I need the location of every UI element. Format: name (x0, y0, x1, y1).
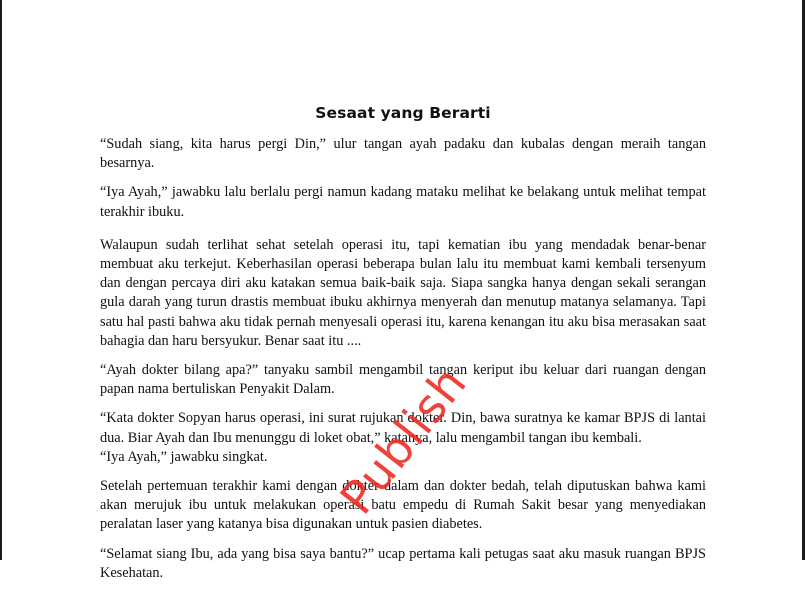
paragraph: “Kata dokter Sopyan harus operasi, ini surat rujukan dokter. Din, bawa suratnya ke kamar BPJS di lantai dua. Biar Ayah dan Ibu menunggu di loket obat,” katanya, lalu mengambil tangan ibu kembali. (100, 410, 706, 446)
paragraph: “Ayah dokter bilang apa?” tanyaku sambil mengambil tangan keriput ibu keluar dari ruangan dengan papan nama bertuliskan Penyakit Dalam. (100, 362, 706, 398)
paragraph: “Selamat siang Ibu, ada yang bisa saya bantu?” ucap pertama kali petugas saat aku masuk ruangan BPJS Kesehatan. (100, 545, 706, 581)
publish-watermark: Publish (329, 356, 478, 524)
document-title: Sesaat yang Berarti (315, 104, 491, 122)
paragraph: Walaupun sudah terlihat sehat setelah operasi itu, tapi kematian ibu yang mendadak benar-benar membuat aku terkejut. Keberhasilan operasi beberapa bulan lalu itu membuat kami kembali tersenyum dan dengan percaya diri aku katakan semua baik-baik saja. Siapa sangka hanya dengan sekali serangan gula darah yang turun drastis membuat ibuku akhirnya menyerah dan menutup matanya selamanya. Tapi satu hal pasti bahwa aku tidak pernah menyesali operasi itu, karena kenangan itu aku bisa merasakan saat bahagia dan haru bersyukur. Benar saat itu .... (100, 236, 706, 349)
paragraph: “Iya Ayah,” jawabku lalu berlalu pergi namun kadang mataku melihat ke belakang untuk melihat tempat terakhir ibuku. (100, 184, 706, 220)
page-left-border (0, 0, 2, 560)
document-body (100, 101, 706, 593)
paragraph: Setelah pertemuan terakhir kami dengan dokter dalam dan dokter bedah, telah diputuskan bahwa kami akan merujuk ibu untuk melakukan operasi batu empedu di Rumah Sakit besar yang menyediakan peralatan laser yang katanya bisa digunakan untuk pasien diabetes. (100, 478, 706, 533)
paragraph: “Iya Ayah,” jawabku singkat. (100, 448, 268, 465)
paragraph: “Sudah siang, kita harus pergi Din,” ulur tangan ayah padaku dan kubalas dengan meraih tangan besarnya. (100, 136, 706, 172)
